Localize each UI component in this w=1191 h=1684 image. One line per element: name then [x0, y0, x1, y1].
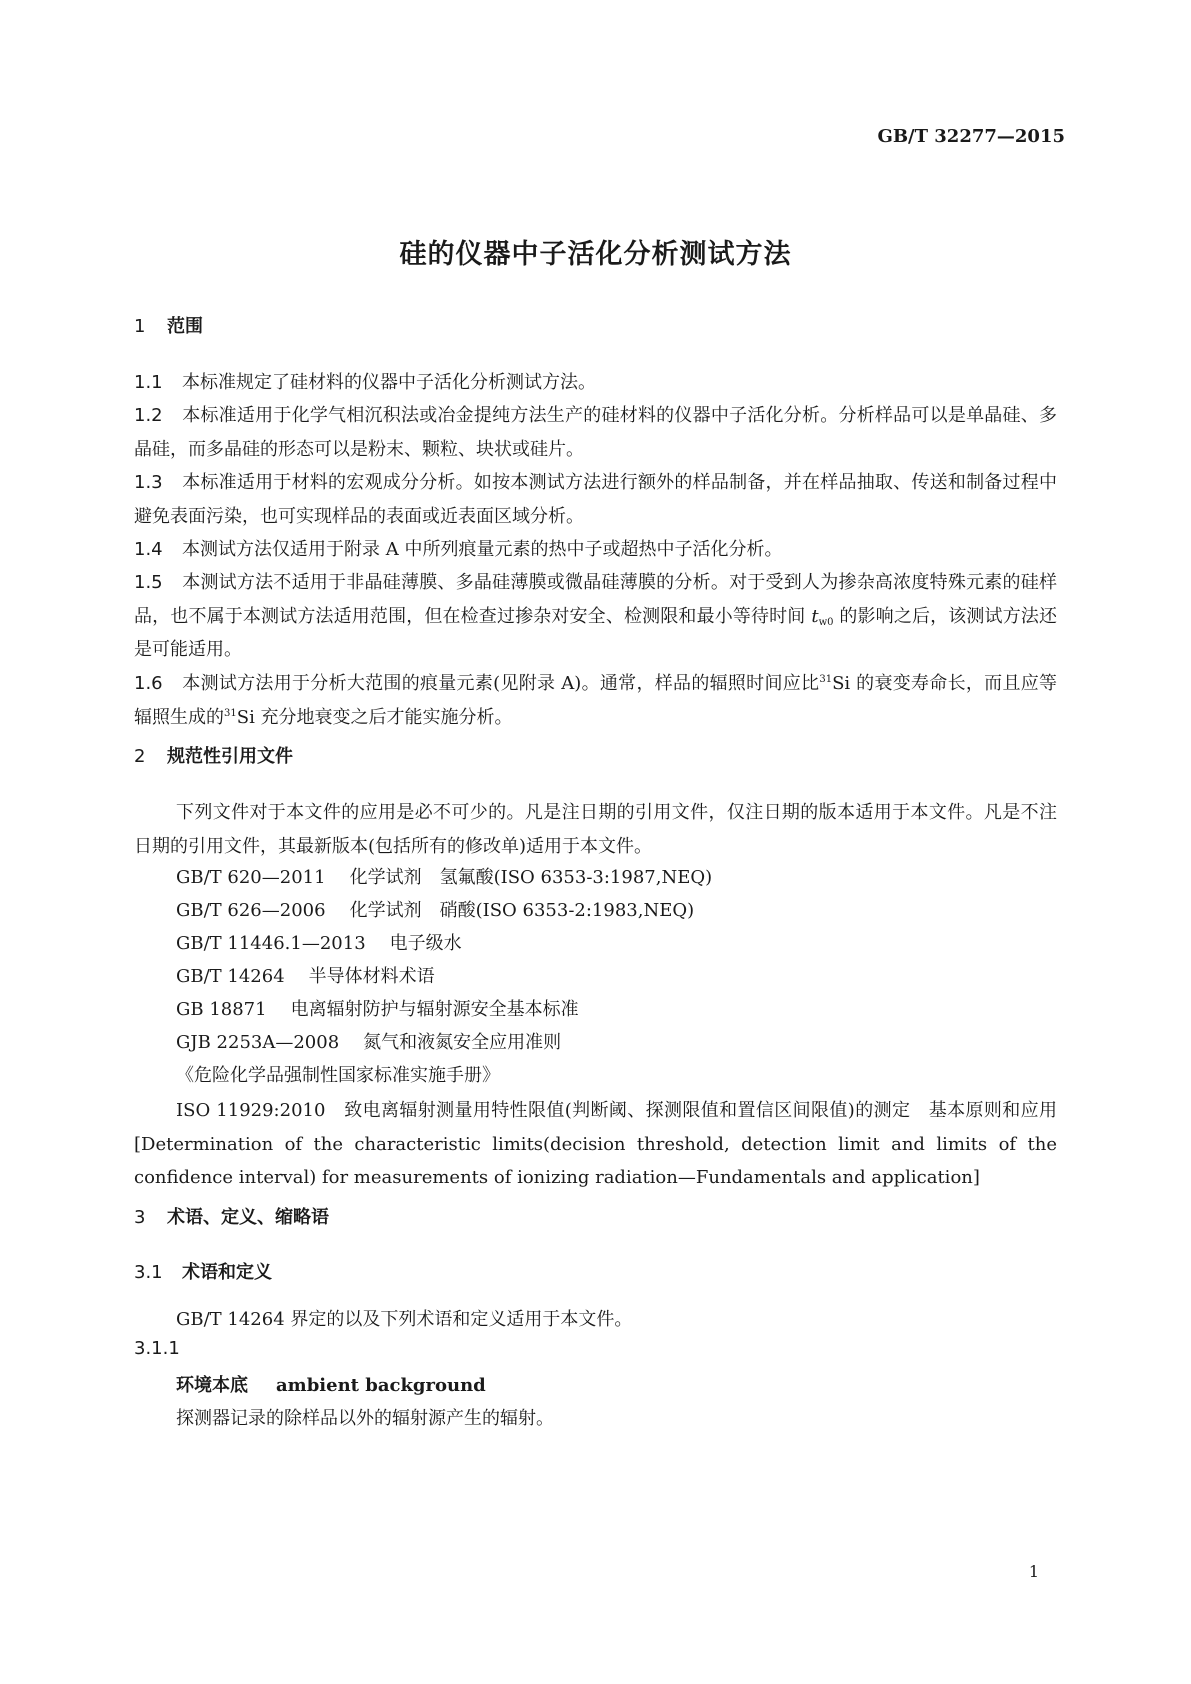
reference-title: 电子级水 — [389, 933, 462, 954]
clause-number: 1.4 — [134, 539, 163, 560]
clause-text: 本标准规定了硅材料的仪器中子活化分析测试方法。 — [182, 372, 596, 393]
clause-text: 本标准适用于材料的宏观成分分析。如按本测试方法进行额外的样品制备，并在样品抽取、传送和制备过程中避免表面污染，也可实现样品的表面或近表面区域分析。 — [134, 472, 1057, 527]
terms-intro: GB/T 14264 界定的以及下列术语和定义适用于本文件。 — [176, 1309, 633, 1330]
clause-1-5 — [134, 566, 1057, 667]
clause-number: 1.3 — [134, 472, 163, 493]
iso-reference: ISO 11929:2010 致电离辐射测量用特性限值(判断阈、探测限值和置信区间限值)的测定 基本原则和应用[Determination of the characteristic limits(decision threshold, detection limit and limits of the confidence interval) for measurements of ionizing radiation—Fundamentals and application] — [134, 1100, 1057, 1188]
section-title: 范围 — [167, 316, 203, 337]
section-title: 术语、定义、缩略语 — [167, 1207, 329, 1228]
clause-number: 1.1 — [134, 372, 163, 393]
clause-text: 本测试方法用于分析大范围的痕量元素(见附录 A)。通常，样品的辐照时间应比 — [182, 673, 820, 694]
term-number: 3.1.1 — [134, 1338, 180, 1359]
document-title: 硅的仪器中子活化分析测试方法 — [399, 239, 792, 270]
term-definition: 探测器记录的除样品以外的辐射源产生的辐射。 — [176, 1408, 554, 1429]
reference-title: 半导体材料术语 — [308, 966, 435, 987]
clause-text: 本标准适用于化学气相沉积法或冶金提纯方法生产的硅材料的仪器中子活化分析。分析样品可以是单晶硅、多晶硅，而多晶硅的形态可以是粉末、颗粒、块状或硅片。 — [134, 405, 1057, 460]
subsection-title: 术语和定义 — [182, 1262, 272, 1283]
reference-title: 氮气和液氮安全应用准则 — [363, 1032, 562, 1053]
reference-code: GJB 2253A—2008 — [176, 1032, 340, 1053]
wait-time-subscript: w0 — [818, 616, 834, 628]
reference-title: 化学试剂 氢氟酸(ISO 6353-3:1987,NEQ) — [349, 867, 713, 888]
reference-item — [176, 962, 435, 988]
clause-text-continued: Si 的衰变寿命长，而且应等辐照生成的 — [134, 673, 1058, 728]
clause-1-3 — [134, 466, 1057, 533]
references-intro: 下列文件对于本文件的应用是必不可少的。凡是注日期的引用文件，仅注日期的版本适用于本文件。凡是不注日期的引用文件，其最新版本(包括所有的修改单)适用于本文件。 — [134, 802, 1057, 857]
clause-text: 本测试方法不适用于非晶硅薄膜、多晶硅薄膜或微晶硅薄膜的分析。对于受到人为掺杂高浓度特殊元素的硅样品，也不属于本测试方法适用范围，但在检查过掺杂对安全、检测限和最小等待时间 — [134, 572, 1057, 627]
wait-time-symbol: t — [811, 605, 819, 627]
section-number: 2 — [134, 746, 146, 767]
subsection-number: 3.1 — [134, 1262, 163, 1283]
clause-text: 本测试方法仅适用于附录 A 中所列痕量元素的热中子或超热中子活化分析。 — [182, 539, 783, 560]
clause-text-continued: 的影响之后，该测试方法还是可能适用。 — [134, 605, 1057, 660]
isotope-mass-number: 31 — [224, 707, 237, 719]
clause-text-end: Si 充分地衰变之后才能实施分析。 — [236, 706, 513, 728]
handbook-reference: 《危险化学品强制性国家标准实施手册》 — [176, 1065, 500, 1086]
term-entry — [176, 1371, 486, 1397]
section-title: 规范性引用文件 — [167, 746, 293, 767]
clause-number: 1.6 — [134, 673, 163, 694]
reference-code: GB/T 11446.1—2013 — [176, 933, 366, 954]
clause-1-4 — [134, 533, 1057, 567]
reference-title: 电离辐射防护与辐射源安全基本标准 — [290, 999, 579, 1020]
page-number: 1 — [1028, 1562, 1039, 1581]
reference-code: GB/T 620—2011 — [176, 867, 326, 888]
reference-item — [176, 1028, 561, 1054]
reference-code: GB 18871 — [176, 999, 267, 1020]
reference-item — [176, 896, 694, 922]
term-chinese: 环境本底 — [176, 1375, 248, 1396]
section-1-heading — [134, 312, 203, 338]
clause-number: 1.5 — [134, 572, 163, 593]
section-2-heading — [134, 742, 293, 768]
clause-1-6 — [134, 667, 1057, 734]
clause-1-2 — [134, 399, 1057, 466]
reference-code: GB/T 14264 — [176, 966, 285, 987]
clause-1-1 — [134, 366, 1057, 400]
subsection-3-1-heading — [134, 1258, 272, 1284]
reference-item — [176, 863, 712, 889]
isotope-mass-number: 31 — [819, 674, 833, 685]
clause-number: 1.2 — [134, 405, 163, 426]
section-number: 1 — [134, 316, 146, 337]
section-3-heading — [134, 1203, 329, 1229]
standard-code: GB/T 32277—2015 — [877, 126, 1065, 147]
reference-title: 化学试剂 硝酸(ISO 6353-2:1983,NEQ) — [349, 900, 695, 921]
reference-code: GB/T 626—2006 — [176, 900, 326, 921]
section-number: 3 — [134, 1207, 146, 1228]
reference-item — [176, 995, 579, 1021]
term-english: ambient background — [276, 1375, 486, 1396]
reference-item — [176, 929, 462, 955]
